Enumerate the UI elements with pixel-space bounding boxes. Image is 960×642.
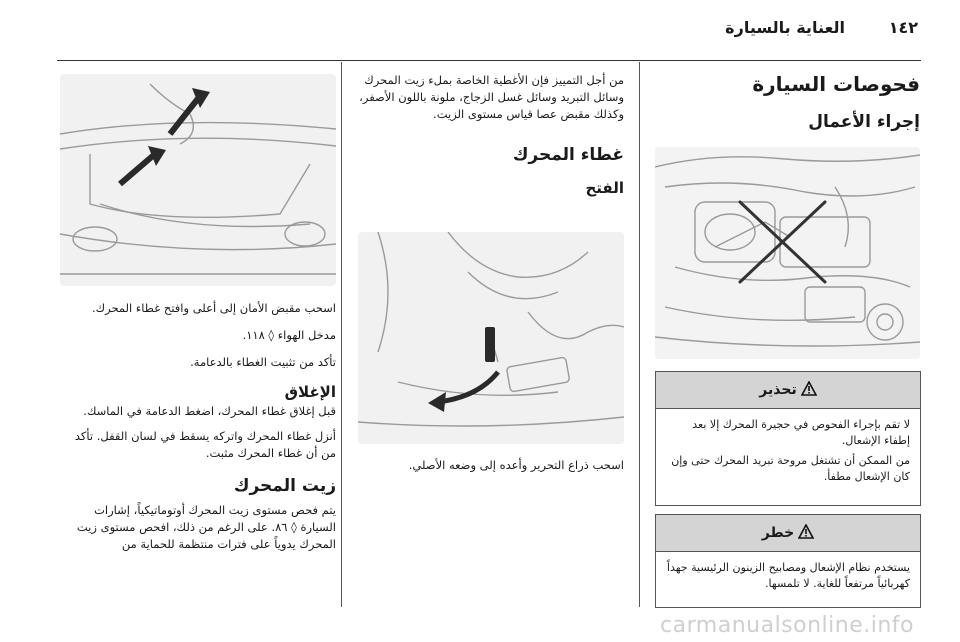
page-number: ١٤٢ [888,18,918,37]
engine-oil-paragraph: يتم فحص مستوى زيت المحرك أوتوماتيكياً، إشارات السيارة ◊ ٨٦. على الرغم من ذلك، افحص مستوى زيت المحرك يدوياً على فترات منتظمة للحماية من [76,503,336,551]
section-title-engine-oil: زيت المحرك [233,476,336,496]
warning-triangle-icon [801,381,817,400]
engine-bay-figure [655,147,920,359]
danger-body [656,552,920,604]
warning-paragraph: لا تقم بإجراء الفحوص في حجيرة المحرك إلا بعد إطفاء الإشعال. [692,418,910,447]
subsection-title-opening: الفتح [585,179,624,197]
danger-header [656,515,920,552]
color-coding-paragraph: من أجل التمييز فإن الأغطية الخاصة بملء زيت المحرك وسائل التبريد وسائل غسل الزجاج، ملونة باللون الأصفر، وكذلك مقبض عصا قياس مستوى الزيت. [359,73,624,121]
middle-column [358,72,624,197]
warning-label: تحذير [759,382,797,398]
subsection-title-closing: الإغلاق [284,383,336,401]
section-vehicle-checks [655,72,920,132]
watermark-text: carmanualsonline.info [660,613,914,638]
section-title-vehicle-checks: فحوصات السيارة [752,72,920,96]
warning-box [655,371,921,506]
figure-caption-release: اسحب ذراع التحرير وأعده إلى وضعه الأصلي. [408,458,624,472]
page-header [40,18,920,42]
column-divider-left [341,62,342,607]
subsection-title-performing-work: إجراء الأعمال [808,112,920,132]
danger-paragraph: يستخدم نظام الإشعال ومصابيح الزينون الرئيسية جهداً كهربائياً مرتفعاً للغاية. لا تلمسها. [666,561,910,590]
step-paragraph: تأكد من تثبيت الغطاء بالدعامة. [190,355,336,369]
danger-box [655,514,921,608]
warning-header [656,372,920,409]
warning-paragraph: من الممكن أن تشتغل مروحة تبريد المحرك حتى وإن كان الإشعال مطفأ. [671,454,910,483]
running-title: العناية بالسيارة [725,18,845,37]
closing-paragraph: أنزل غطاء المحرك واتركه يسقط في لسان القفل. تأكد من أن غطاء المحرك مثبت. [74,429,336,460]
header-rule [57,60,921,61]
column-divider-right [639,62,640,607]
closing-paragraph: قبل إغلاق غطاء المحرك، اضغط الدعامة في الماسك. [83,404,336,418]
middle-caption-block [358,457,624,474]
warning-body [656,409,920,497]
section-title-bonnet: غطاء المحرك [512,145,624,165]
release-lever-figure [358,232,624,444]
step-paragraph: اسحب مقبض الأمان إلى أعلى وافتح غطاء المحرك. [91,301,336,315]
left-column-text [60,300,336,553]
bonnet-opening-figure [60,74,336,286]
danger-label: خطر [761,525,795,541]
step-paragraph: مدخل الهواء ◊ ١١٨. [242,328,336,342]
warning-triangle-icon [798,524,814,543]
